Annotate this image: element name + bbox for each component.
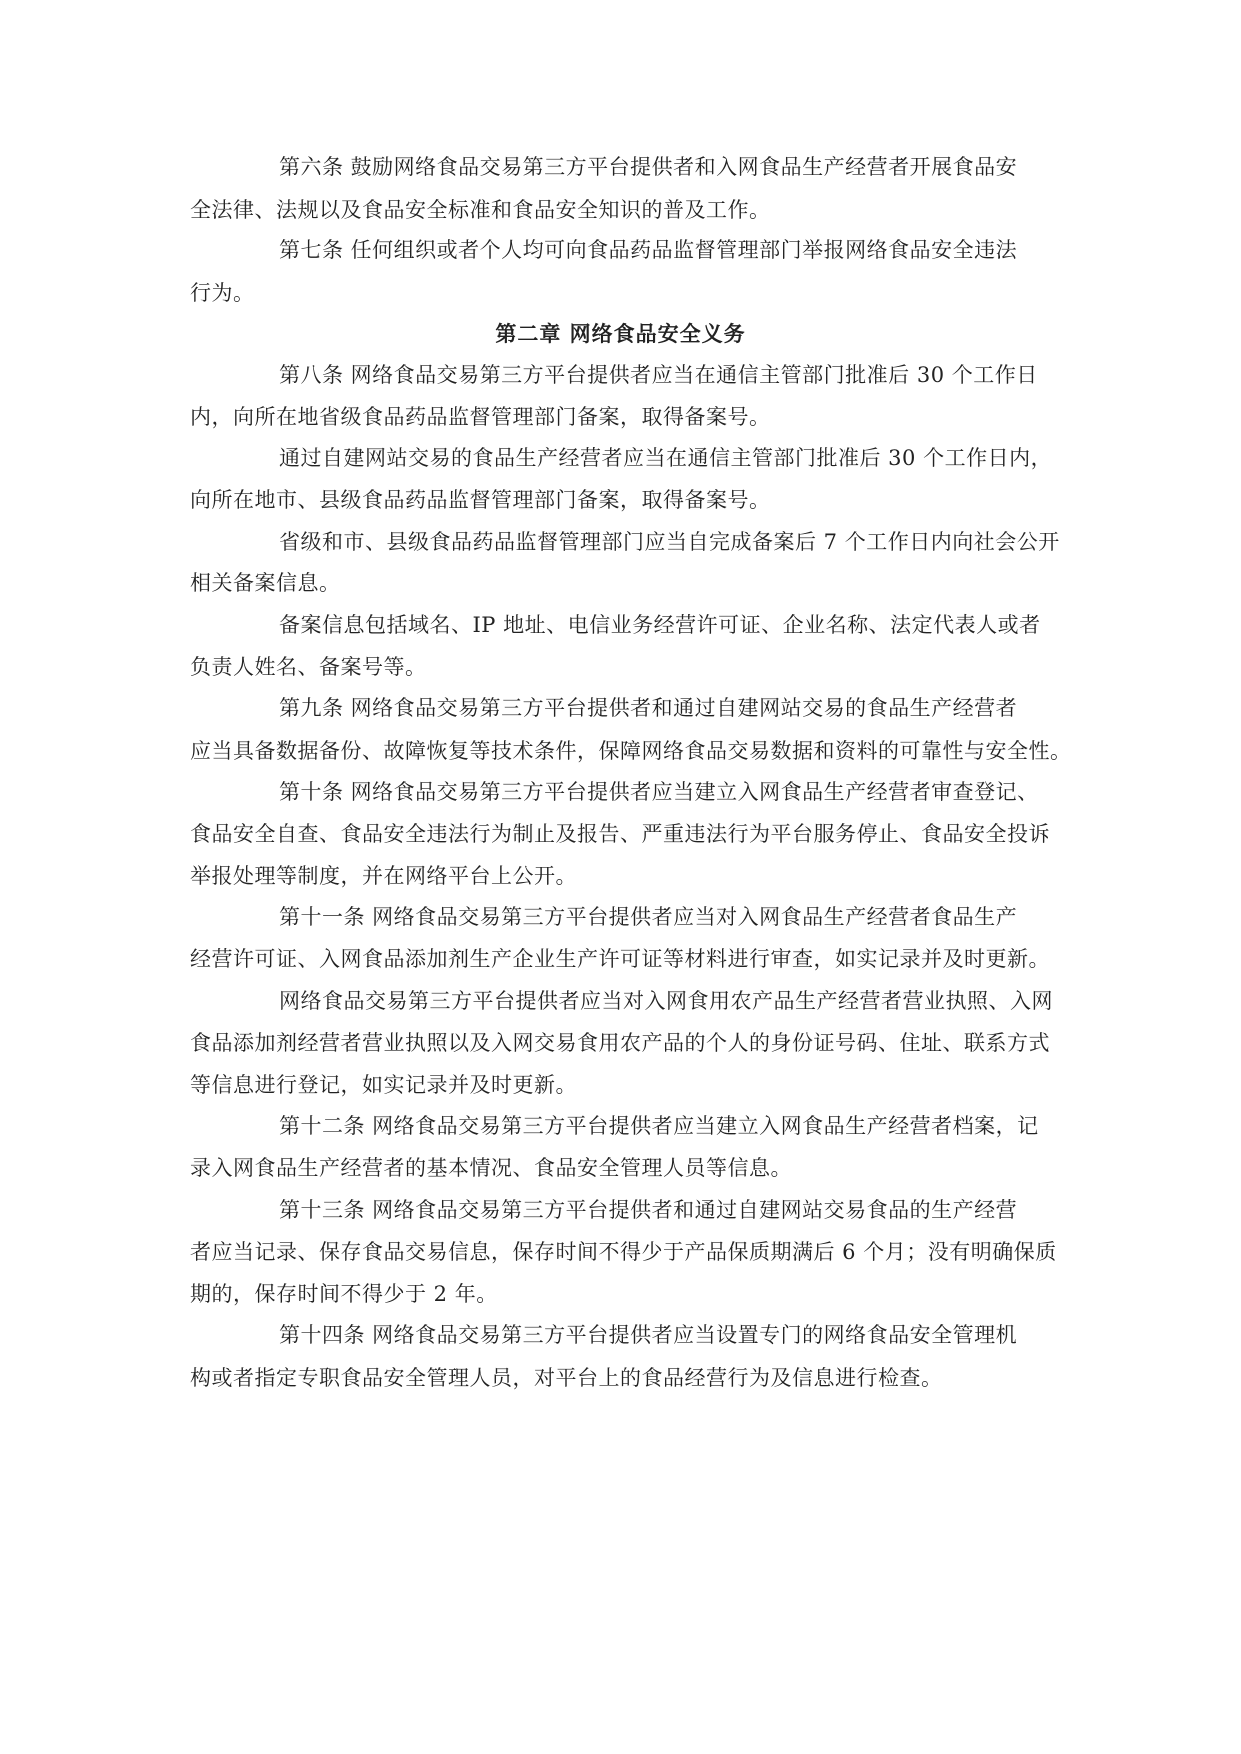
article-7-line-2: 行为。 [190,281,255,305]
article-11-line-2: 经营许可证、入网食品添加剂生产企业生产许可证等材料进行审查，如实记录并及时更新。 [190,947,1050,971]
chapter-title: 第二章 网络食品安全义务 [495,321,746,346]
article-8-line-1: 第八条 网络食品交易第三方平台提供者应当在通信主管部门批准后 30 个工作日 [279,363,1038,387]
article-7-line-1: 第七条 任何组织或者个人均可向食品药品监督管理部门举报网络食品安全违法 [279,238,1018,262]
paragraph-line: 等信息进行登记，如实记录并及时更新。 [190,1073,577,1097]
article-12-line-1: 第十二条 网络食品交易第三方平台提供者应当建立入网食品生产经营者档案，记 [279,1114,1039,1138]
article-9-line-1: 第九条 网络食品交易第三方平台提供者和通过自建网站交易的食品生产经营者 [279,696,1018,720]
article-11-line-1: 第十一条 网络食品交易第三方平台提供者应当对入网食品生产经营者食品生产 [279,905,1018,929]
article-8-line-2: 内，向所在地省级食品药品监督管理部门备案，取得备案号。 [190,405,771,429]
paragraph-line: 负责人姓名、备案号等。 [190,655,427,679]
article-9-line-2: 应当具备数据备份、故障恢复等技术条件，保障网络食品交易数据和资料的可靠性与安全性。 [190,739,1072,763]
article-10-line-1: 第十条 网络食品交易第三方平台提供者应当建立入网食品生产经营者审查登记、 [279,780,1039,804]
paragraph-line: 向所在地市、县级食品药品监督管理部门备案，取得备案号。 [190,488,771,512]
paragraph-line: 备案信息包括域名、IP 地址、电信业务经营许可证、企业名称、法定代表人或者 [279,613,1041,637]
article-10-line-2: 食品安全自查、食品安全违法行为制止及报告、严重违法行为平台服务停止、食品安全投诉 [190,822,1050,846]
article-14-line-1: 第十四条 网络食品交易第三方平台提供者应当设置专门的网络食品安全管理机 [279,1323,1018,1347]
paragraph-line: 食品添加剂经营者营业执照以及入网交易食用农产品的个人的身份证号码、住址、联系方式 [190,1031,1050,1055]
article-6-line-1: 第六条 鼓励网络食品交易第三方平台提供者和入网食品生产经营者开展食品安 [279,155,1018,179]
paragraph-line: 网络食品交易第三方平台提供者应当对入网食用农产品生产经营者营业执照、入网 [279,989,1053,1013]
article-13-line-2: 者应当记录、保存食品交易信息，保存时间不得少于产品保质期满后 6 个月；没有明确保质 [190,1240,1057,1264]
article-14-line-2: 构或者指定专职食品安全管理人员，对平台上的食品经营行为及信息进行检查。 [190,1366,943,1390]
article-10-line-3: 举报处理等制度，并在网络平台上公开。 [190,864,577,888]
paragraph-line: 省级和市、县级食品药品监督管理部门应当自完成备案后 7 个工作日内向社会公开 [279,530,1060,554]
article-13-line-3: 期的，保存时间不得少于 2 年。 [190,1282,498,1306]
paragraph-line: 通过自建网站交易的食品生产经营者应当在通信主管部门批准后 30 个工作日内， [279,446,1053,470]
paragraph-line: 相关备案信息。 [190,571,341,595]
article-6-line-2: 全法律、法规以及食品安全标准和食品安全知识的普及工作。 [190,198,771,222]
article-12-line-2: 录入网食品生产经营者的基本情况、食品安全管理人员等信息。 [190,1156,792,1180]
article-13-line-1: 第十三条 网络食品交易第三方平台提供者和通过自建网站交易食品的生产经营 [279,1198,1018,1222]
